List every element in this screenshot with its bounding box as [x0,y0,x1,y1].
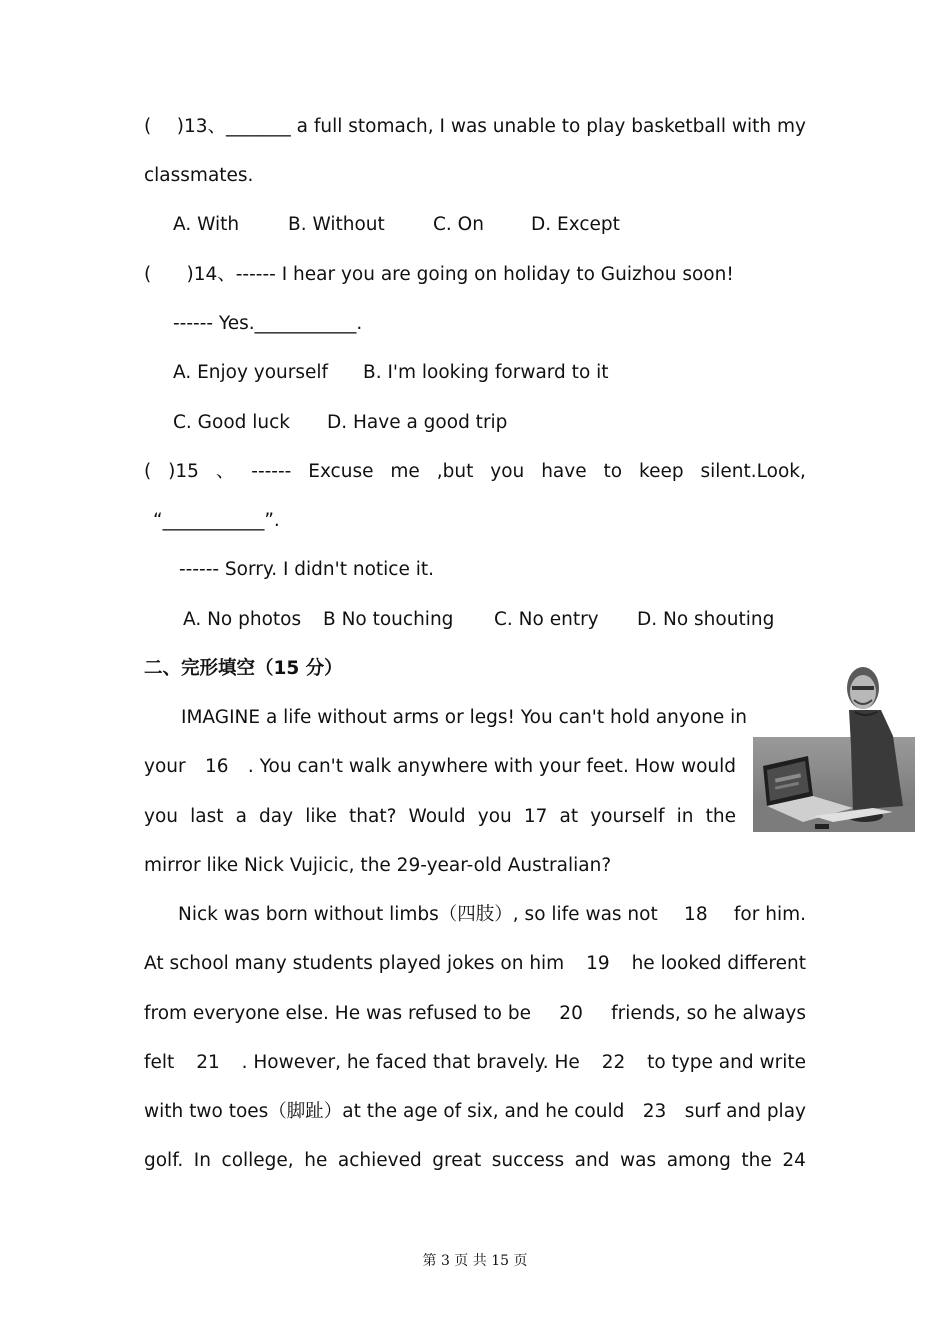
passage-word: yourself [590,806,665,827]
passage-word: the [705,806,736,827]
question-15-line1 [144,460,806,484]
passage-text: Nick was born without limbs（四肢）, so life was not [178,904,658,925]
q15-word: to [603,461,623,482]
passage-text: felt [144,1052,175,1073]
q15-option-a: A. No photos [183,609,302,630]
nick-vujicic-photo [753,656,915,832]
question-13-paren: ( [144,116,152,137]
blank-number: 20 [559,1003,583,1024]
q13-option-c: C. On [433,214,484,235]
passage-p1-line4: mirror like Nick Vujicic, the 29-year-old Australian? [144,855,612,876]
passage-word: day [259,806,294,827]
passage-p2-line5 [144,1100,806,1124]
q14-option-c: C. Good luck [173,412,291,433]
question-13-line1 [144,115,806,139]
passage-word: Would [408,806,466,827]
q15-word: ,but [436,461,474,482]
section-heading: 二、完形填空（15 分） [144,658,343,679]
q15-option-b: B No touching [323,609,454,630]
passage-text: with two toes（脚趾）at the age of six, and he could [144,1101,625,1122]
passage-word: that? [349,806,397,827]
passage-text: for him. [733,904,806,925]
passage-text: to type and write [647,1052,806,1073]
q14-option-a: A. Enjoy yourself [173,362,329,383]
passage-p2-line1 [178,903,806,927]
q14-option-d: D. Have a good trip [327,412,508,433]
q15-word: )15 [168,461,199,482]
question-15-line3: ------ Sorry. I didn't notice it. [179,559,435,580]
passage-word: golf. [144,1150,184,1171]
question-14-options-row1 [173,361,609,385]
blank-number: 19 [586,953,610,974]
passage-word: like [305,806,337,827]
passage-word: great [432,1150,482,1171]
blank-number: 23 [642,1101,667,1122]
question-13-line2: classmates. [144,165,254,186]
passage-word: at [559,806,579,827]
passage-word: the [741,1150,772,1171]
passage-p2-line6 [144,1149,806,1173]
passage-word: . You can't walk anywhere with your feet. How would [247,756,736,777]
passage-text: friends, so he always [611,1003,806,1024]
passage-p1-line1: IMAGINE a life without arms or legs! You can't hold anyone in [181,707,748,728]
passage-text: . However, he faced that bravely. He [241,1052,580,1073]
passage-word: you [144,806,178,827]
q15-word: keep [639,461,684,482]
passage-text: he looked different [631,953,806,974]
q15-word: Excuse [308,461,374,482]
question-14-line1: ( )14、------ I hear you are going on holiday to Guizhou soon! [144,264,734,285]
passage-word: achieved [337,1150,422,1171]
blank-number: 24 [782,1150,806,1171]
passage-word: a [235,806,247,827]
q15-word: ( [144,461,152,482]
q15-word: silent.Look, [700,461,806,482]
passage-word: among [666,1150,731,1171]
blank-number: 22 [601,1052,626,1073]
passage-word: college, [221,1150,294,1171]
passage-word: he [304,1150,328,1171]
q15-word: 、 [215,461,235,482]
q15-option-d: D. No shouting [637,609,775,630]
page-footer: 第 3 页 共 15 页 [422,1253,528,1269]
passage-word: and [574,1150,610,1171]
passage-p1-line2 [144,755,736,779]
passage-p1-line3 [144,805,736,829]
question-14-options-row2 [173,411,507,435]
passage-word: your [144,756,186,777]
passage-text: surf and play [684,1101,806,1122]
q15-option-c: C. No entry [494,609,599,630]
passage-text: At school many students played jokes on him [144,953,565,974]
passage-word: success [491,1150,565,1171]
passage-word: in [676,806,694,827]
passage-p2-line2 [144,952,806,976]
question-13-text: )13、_______ a full stomach, I was unable to play basketball with my [176,116,806,137]
blank-number: 21 [196,1052,220,1073]
blank-number: 17 [523,806,548,827]
passage-text: from everyone else. He was refused to be [144,1003,532,1024]
passage-word: was [620,1150,657,1171]
q15-word: me [390,461,420,482]
question-15-options [183,608,774,632]
q13-option-b: B. Without [288,214,385,235]
passage-word: In [193,1150,211,1171]
question-15-line2: “___________”. [153,510,280,531]
blank-number: 16 [204,756,229,777]
question-13-options [173,213,620,237]
q14-option-b: B. I'm looking forward to it [363,362,609,383]
passage-word: you [477,806,512,827]
passage-p2-line3 [144,1002,806,1026]
blank-number: 18 [684,904,708,925]
passage-word: last [190,806,224,827]
q13-option-a: A. With [173,214,240,235]
q15-word: have [541,461,587,482]
q15-word: you [490,461,525,482]
q13-option-d: D. Except [531,214,620,235]
passage-p2-line4 [144,1051,806,1075]
question-14-line2: ------ Yes.___________. [173,313,363,334]
q15-word: ------ [251,461,292,482]
